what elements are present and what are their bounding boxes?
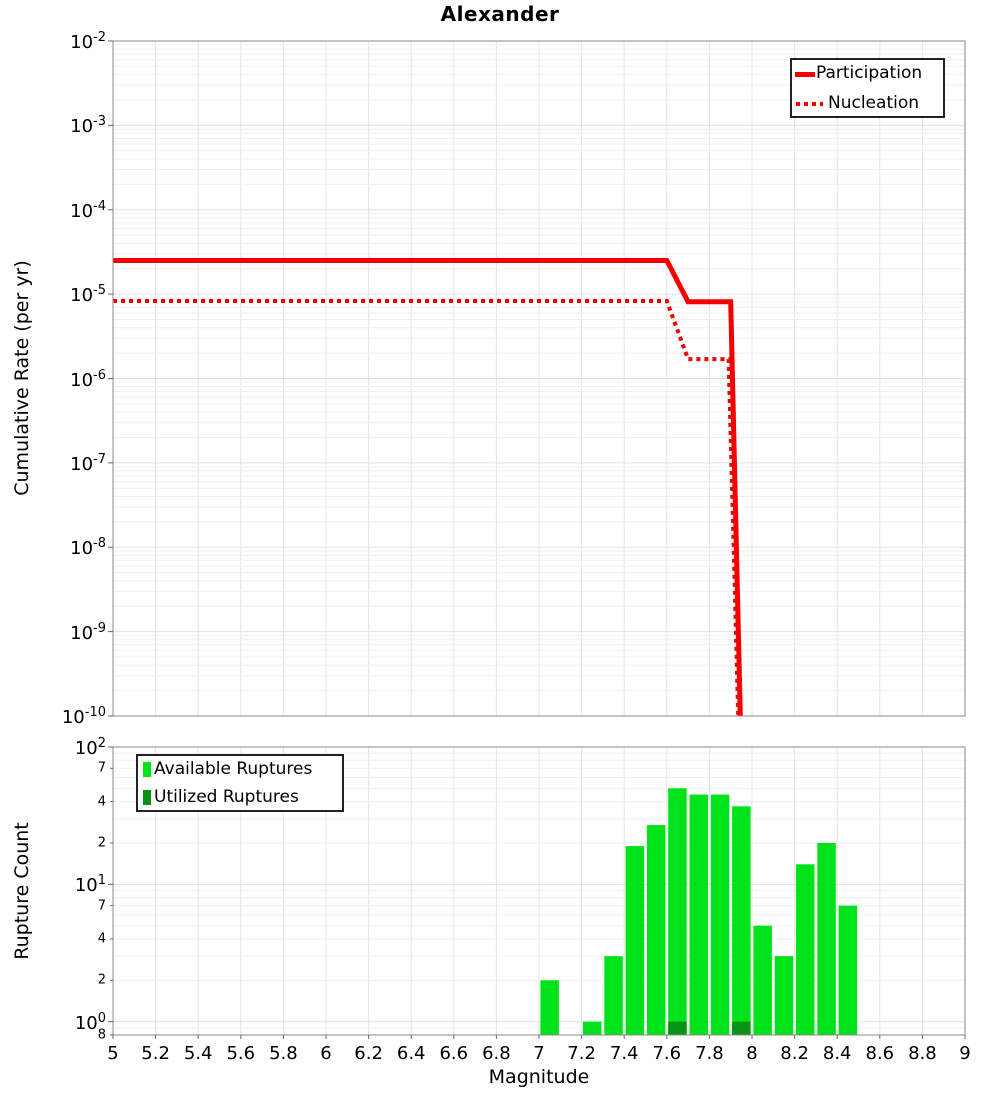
available-ruptures-bar	[796, 864, 815, 1034]
legend-label-nucleation: Nucleation	[828, 93, 920, 113]
utilized-ruptures-bar	[732, 1022, 751, 1035]
x-tick-label: 6.4	[396, 1043, 426, 1064]
x-tick-label: 6	[320, 1043, 332, 1064]
x-tick-label: 6.2	[354, 1043, 383, 1064]
x-tick-label: 5	[107, 1043, 119, 1064]
x-tick-label: 6.6	[439, 1043, 469, 1064]
available-ruptures-bar	[839, 906, 858, 1035]
top-y-tick-label: $10^{-2}$	[70, 30, 106, 53]
bottom-y-minor-tick-label: 2	[97, 835, 106, 851]
bottom-y-minor-tick-label: 2	[97, 972, 106, 988]
x-tick-label: 5.2	[141, 1043, 170, 1064]
x-tick-label: 7.4	[609, 1043, 639, 1064]
legend-label-participation: Participation	[816, 63, 923, 83]
bottom-y-minor-tick-label: 7	[97, 760, 106, 776]
x-tick-label: 8.4	[822, 1043, 852, 1064]
available-ruptures-bar	[690, 795, 709, 1035]
utilized-ruptures-bar	[668, 1022, 687, 1035]
available-ruptures-bar	[583, 1022, 602, 1035]
x-tick-label: 8.2	[780, 1043, 809, 1064]
available-ruptures-bar	[711, 795, 730, 1035]
bottom-y-tick-label: $10^2$	[74, 736, 106, 759]
top-y-tick-label: $10^{-9}$	[70, 620, 106, 644]
nucleation-curve	[113, 301, 738, 716]
top-y-axis-label: Cumulative Rate (per yr)	[11, 260, 33, 496]
x-tick-label: 7.2	[567, 1043, 596, 1064]
top-y-tick-label: $10^{-8}$	[70, 536, 106, 560]
available-ruptures-bar	[732, 806, 751, 1034]
x-tick-label: 7	[533, 1043, 545, 1064]
x-tick-label: 9	[959, 1043, 971, 1064]
legend-label-utilized: Utilized Ruptures	[154, 787, 299, 807]
top-y-tick-label: $10^{-5}$	[70, 283, 106, 307]
available-ruptures-bar	[540, 980, 559, 1034]
bottom-y-axis-label: Rupture Count	[11, 822, 33, 960]
legend-label-available: Available Ruptures	[154, 759, 313, 779]
page-title: Alexander	[440, 2, 560, 26]
x-tick-label: 6.8	[482, 1043, 511, 1064]
bottom-y-minor-tick-label: 4	[97, 794, 106, 810]
bottom-y-tick-label: $10^1$	[74, 873, 106, 897]
x-tick-label: 7.8	[695, 1043, 724, 1064]
x-tick-label: 5.6	[226, 1043, 256, 1064]
x-tick-label: 5.4	[183, 1043, 213, 1064]
top-y-tick-label: $10^{-7}$	[70, 451, 106, 475]
available-ruptures-bar	[775, 956, 794, 1034]
bottom-y-minor-tick-label: 4	[97, 931, 106, 947]
x-tick-label: 5.8	[269, 1043, 298, 1064]
top-y-tick-label: $10^{-3}$	[70, 114, 106, 138]
top-y-tick-label: $10^{-6}$	[70, 367, 106, 391]
available-ruptures-bar	[817, 843, 836, 1035]
available-ruptures-bar	[626, 846, 645, 1034]
bottom-y-minor-tick-label: 8	[97, 1027, 106, 1043]
available-ruptures-bar	[753, 926, 772, 1035]
bottom-y-tick-label: $10^0$	[74, 1010, 106, 1034]
x-tick-label: 8.8	[908, 1043, 937, 1064]
x-tick-label: 7.6	[652, 1043, 682, 1064]
available-ruptures-bar	[604, 956, 623, 1034]
x-axis-label: Magnitude	[488, 1066, 590, 1088]
top-y-tick-label: $10^{-10}$	[61, 705, 106, 728]
x-tick-label: 8	[746, 1043, 758, 1064]
available-ruptures-bar	[647, 825, 666, 1034]
x-tick-label: 8.6	[865, 1043, 895, 1064]
bottom-y-minor-tick-label: 7	[97, 898, 106, 914]
top-y-tick-label: $10^{-4}$	[70, 198, 106, 222]
available-ruptures-bar	[668, 788, 687, 1034]
